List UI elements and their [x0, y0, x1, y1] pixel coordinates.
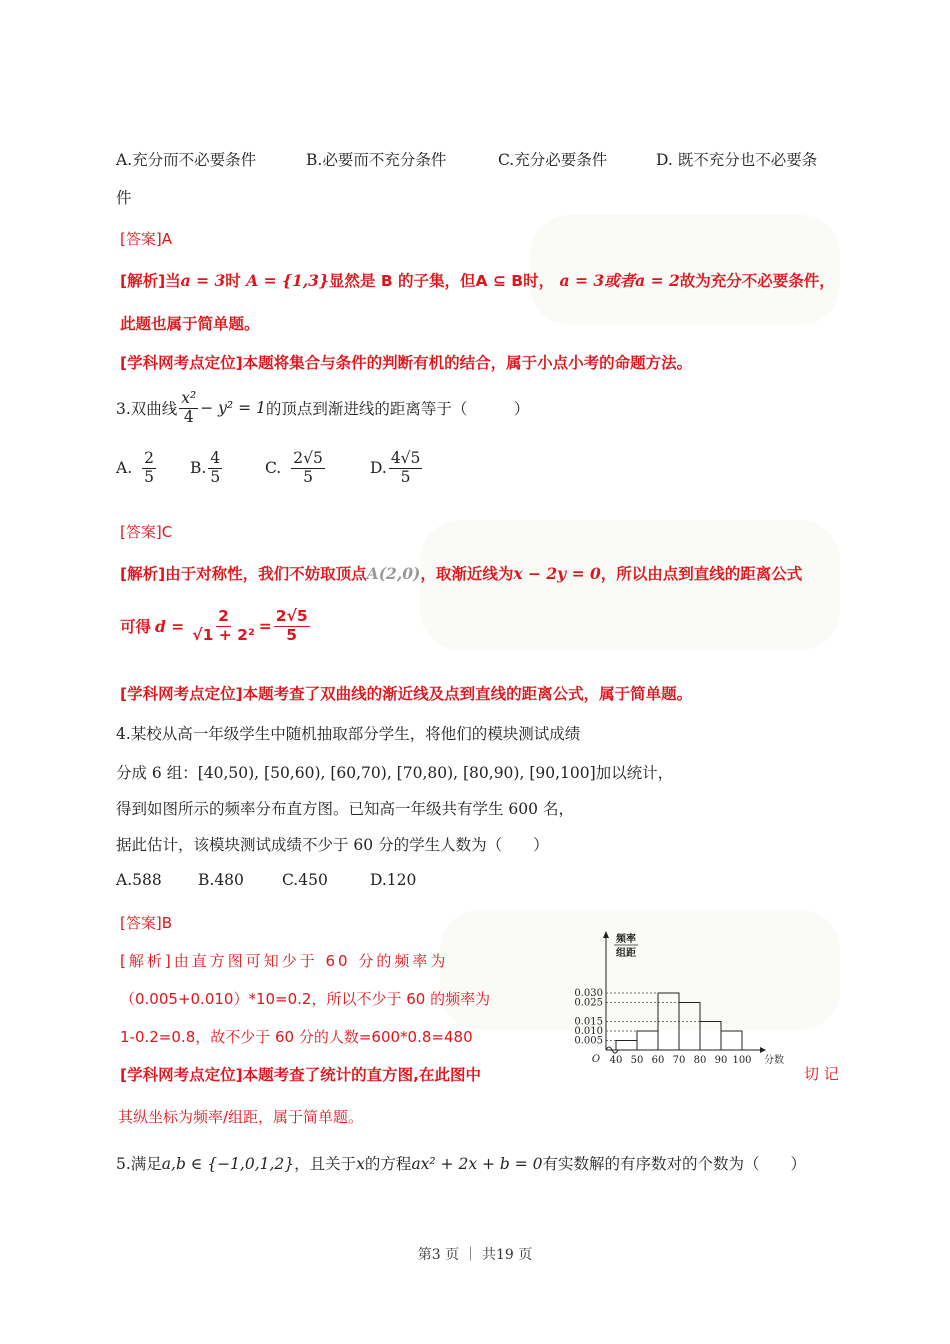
q3-option-a: A. $\frac{2}{5}$ [116, 449, 154, 486]
histogram-bar [721, 1031, 742, 1050]
x-tick-label: 70 [672, 1055, 686, 1066]
q4-analysis-line2: （0.005+0.010）*10=0.2，所以不少于 60 的频率为 [120, 990, 491, 1008]
q4-option-c: C.450 [282, 871, 328, 889]
q3-option-c: C. $\frac{2√5}{5}$ [265, 449, 323, 486]
q3-option-b: B. $\frac{4}{5}$ [190, 449, 221, 486]
y-axis-arrow [603, 931, 609, 938]
option-b: B.必要而不充分条件 [306, 151, 447, 169]
q2-position: [学科网考点定位]本题将集合与条件的判断有机的结合，属于小点小考的命题方法。 [120, 354, 693, 372]
y-tick-label: 0.025 [574, 997, 603, 1009]
x-tick-label: 90 [714, 1055, 728, 1066]
histogram-bar [616, 1041, 637, 1051]
watermark [420, 520, 840, 650]
histogram-bar [637, 1031, 658, 1050]
q4-option-a: A.588 [116, 871, 162, 889]
x-axis-arrow [760, 1047, 766, 1053]
option-d: D. 既不充分也不必要条 [656, 151, 818, 169]
q4-stem-line4: 据此估计，该模块测试成绩不少于 60 分的学生人数为（ ） [116, 836, 549, 854]
option-a: A.充分而不必要条件 [116, 151, 257, 169]
y-tick-label: 0.005 [574, 1035, 603, 1047]
histogram-chart [560, 928, 800, 1070]
histogram-bar [700, 1022, 721, 1051]
q5-stem: 5.满足a,b ∈ {−1,0,1,2}，且关于x的方程ax² + 2x + b = 0有实数解的有序数对的个数为（ ） [116, 1155, 807, 1173]
y-tick-label: 0.010 [574, 1026, 603, 1037]
q3-option-d: D. $\frac{4√5}{5}$ [370, 449, 421, 486]
option-c: C.充分必要条件 [498, 151, 608, 169]
q4-answer: [答案]B [120, 914, 172, 932]
q4-analysis-line1: [解析]由直方图可知少于 60 分的频率为 [120, 952, 449, 970]
x-tick-label: 50 [630, 1055, 644, 1066]
page-footer: 第3 页 ｜ 共19 页 [417, 1247, 533, 1263]
q4-position-line2: 其纵坐标为频率/组距，属于简单题。 [118, 1108, 364, 1126]
x-tick-label: 80 [693, 1055, 707, 1066]
option-d-wrap: 件 [116, 189, 132, 207]
q3-answer: [答案]C [120, 523, 173, 541]
y-tick-label: 0.015 [574, 1016, 603, 1028]
q2-answer: [答案]A [120, 230, 172, 248]
q4-position-line1: [学科网考点定位]本题考查了统计的直方图,在此图中 [120, 1066, 482, 1084]
y-tick-label: 0.030 [574, 988, 603, 999]
q3-analysis-line1: [解析]由于对称性，我们不妨取顶点A(2,0)，取渐近线为x − 2y = 0，所以由点到直线的距离公式 [120, 564, 803, 583]
x-tick-label: 100 [732, 1055, 752, 1066]
q3-stem: 3.双曲线 $\frac{\text{x²}}{4}$ − y² = 1 的顶点到渐进线的距离等于（ ） [116, 389, 530, 426]
q2-analysis-line2: 此题也属于简单题。 [120, 315, 260, 333]
histogram-bar [679, 1003, 700, 1051]
q4-stem-line1: 4.某校从高一年级学生中随机抽取部分学生，将他们的模块测试成绩 [116, 725, 581, 743]
q4-option-d: D.120 [370, 871, 417, 889]
y-axis-label-bottom: 组距 [616, 948, 636, 959]
q4-option-b: B.480 [198, 871, 244, 889]
q4-analysis-line3: 1-0.2=0.8，故不少于 60 分的人数=600*0.8=480 [120, 1028, 473, 1046]
x-tick-label: 40 [609, 1055, 623, 1066]
y-axis-label-top: 频率 [616, 934, 636, 945]
x-tick-label: 60 [651, 1055, 665, 1066]
q4-stem-line3: 得到如图所示的频率分布直方图。已知高一年级共有学生 600 名， [116, 800, 574, 818]
q4-stem-line2: 分成 6 组：[40,50), [50,60), [60,70), [70,80), [80,90), [90,100]加以统计， [116, 764, 674, 782]
q3-analysis-line2: 可得 d = $\frac{2}{\text{√1 + 2²}}$ = $\frac{2√5}{5}$ [120, 607, 308, 644]
x-axis-label: 分数 [764, 1055, 784, 1066]
q3-position: [学科网考点定位]本题考查了双曲线的渐近线及点到直线的距离公式，属于简单题。 [120, 685, 693, 703]
q4-position-tail: 切 记 [804, 1065, 839, 1083]
q2-analysis-line1: [解析]当a = 3时 A = {1,3}显然是 B 的子集，但A ⊆ B时， a = 3或者a = 2故为充分不必要条件， [120, 271, 835, 290]
origin-label: O [591, 1054, 601, 1065]
